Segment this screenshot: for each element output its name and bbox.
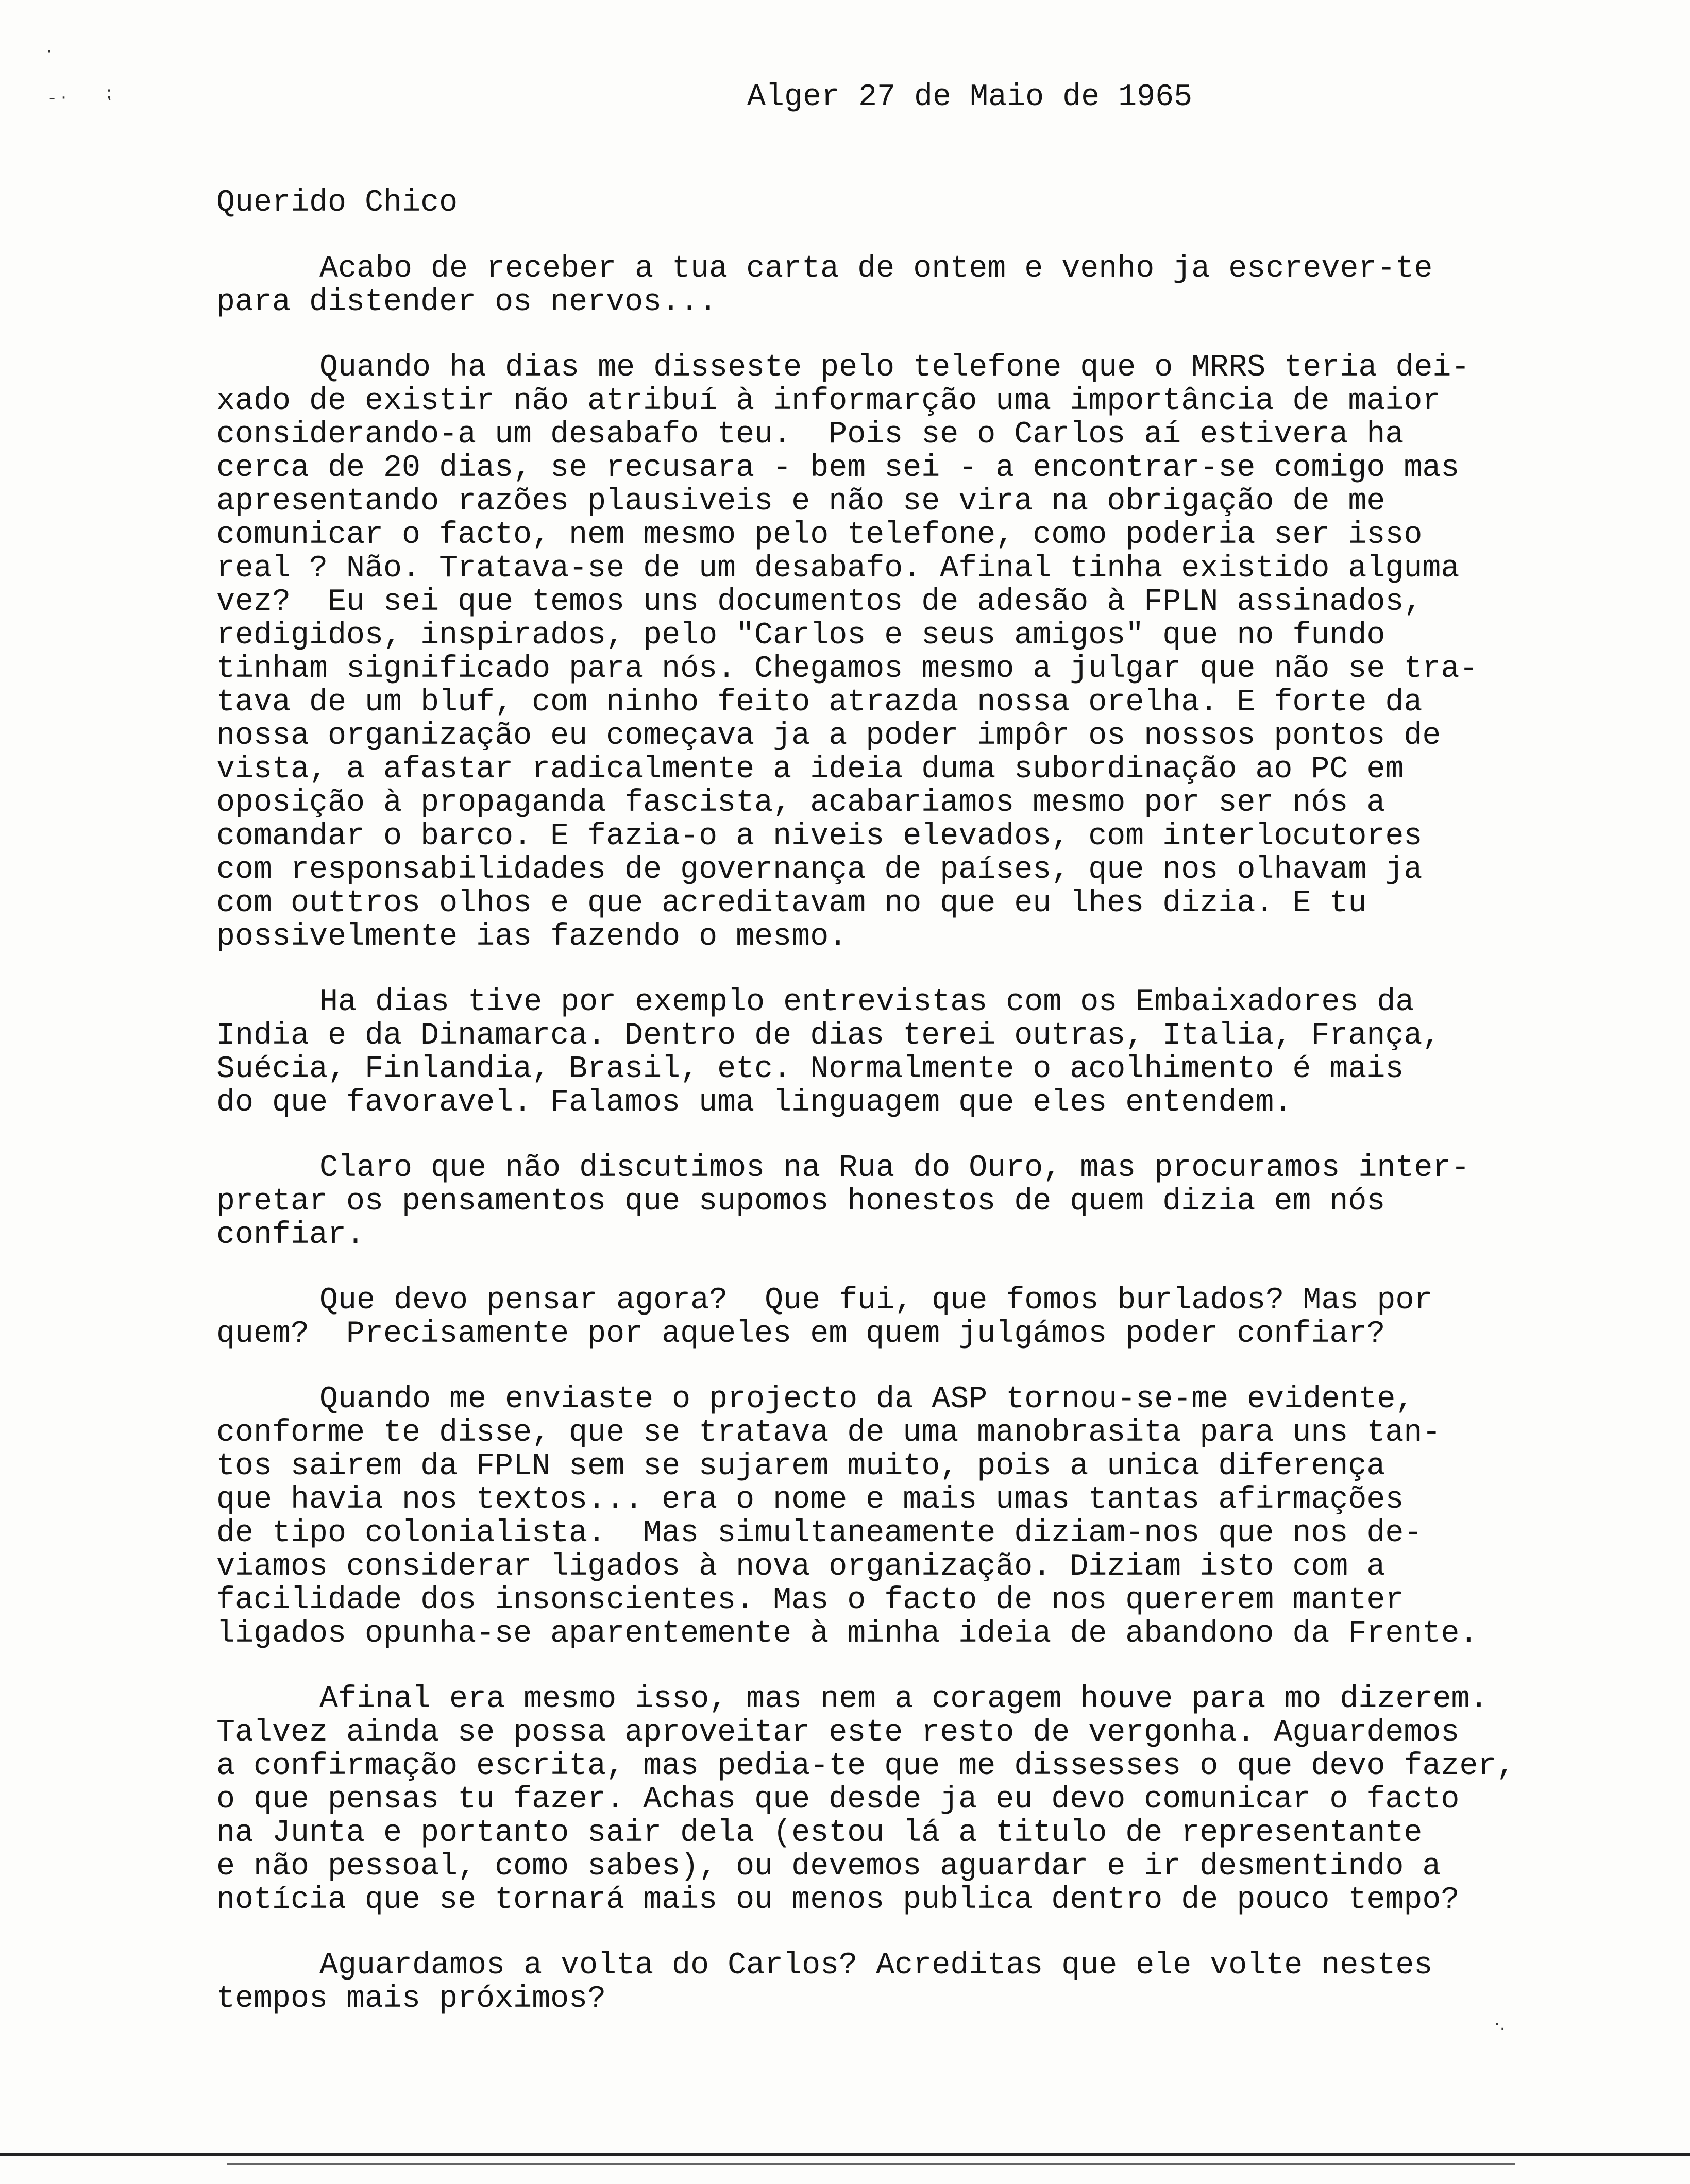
paragraph-4 (216, 1152, 1628, 1252)
text-line: confiar. (216, 1218, 365, 1253)
text-line: cerca de 20 dias, se recusara - bem sei - a encontrar-se comigo mas (216, 451, 1460, 486)
margin-speck: · (46, 41, 52, 62)
text-line: apresentando razões plausiveis e não se vira na obrigação de me (216, 484, 1385, 519)
margin-speck: - · (49, 88, 66, 108)
text-line: e não pessoal, como sabes), ou devemos aguardar e ir desmentindo a (216, 1849, 1441, 1884)
text-line: comunicar o facto, nem mesmo pelo telefone, como poderia ser isso (216, 518, 1423, 553)
paragraph-1 (216, 252, 1628, 319)
letter-body (216, 252, 1628, 2048)
text-line: conforme te disse, que se tratava de uma manobrasita para uns tan- (216, 1415, 1441, 1451)
text-line: tos sairem da FPLN sem se sujarem muito, pois a unica diferença (216, 1449, 1385, 1484)
text-line: oposição à propaganda fascista, acabariamos mesmo por ser nós a (216, 786, 1385, 821)
text-line: vista, a afastar radicalmente a ideia duma subordinação ao PC em (216, 752, 1404, 787)
text-line: o que pensas tu fazer. Achas que desde ja eu devo comunicar o facto (216, 1782, 1460, 1817)
text-line: para distender os nervos... (216, 285, 718, 320)
text-line: com responsabilidades de governança de países, que nos olhavam ja (216, 852, 1423, 888)
text-line: comandar o barco. E fazia-o a niveis elevados, com interlocutores (216, 819, 1423, 854)
text-line: do que favoravel. Falamos uma linguagem que eles entendem. (216, 1085, 1293, 1120)
margin-speck: ⁏ (106, 82, 112, 103)
letter-dateline: Alger 27 de Maio de 1965 (747, 80, 1193, 115)
text-line: real ? Não. Tratava-se de um desabafo. Afinal tinha existido alguma (216, 551, 1460, 586)
text-line: Talvez ainda se possa aproveitar este resto de vergonha. Aguardemos (216, 1715, 1460, 1750)
text-line: vez? Eu sei que temos uns documentos de adesão à FPLN assinados, (216, 585, 1423, 620)
text-line: Quando me enviaste o projecto da ASP tornou-se-me evidente, (319, 1382, 1414, 1417)
text-line: Acabo de receber a tua carta de ontem e venho ja escrever-te (319, 251, 1433, 286)
text-line: com outtros olhos e que acreditavam no que eu lhes dizia. E tu (216, 886, 1367, 921)
text-line: de tipo colonialista. Mas simultaneamente diziam-nos que nos de- (216, 1516, 1423, 1551)
paragraph-7 (216, 1683, 1628, 1917)
text-line: que havia nos textos... era o nome e mais umas tantas afirmações (216, 1482, 1404, 1517)
paragraph-6 (216, 1383, 1628, 1651)
text-line: viamos considerar ligados à nova organização. Diziam isto com a (216, 1549, 1385, 1584)
text-line: notícia que se tornará mais ou menos publica dentro de pouco tempo? (216, 1883, 1460, 1918)
text-line: ligados opunha-se aparentemente à minha ideia de abandono da Frente. (216, 1616, 1478, 1651)
text-line: Que devo pensar agora? Que fui, que fomos burlados? Mas por (319, 1283, 1433, 1318)
text-line: Suécia, Finlandia, Brasil, etc. Normalmente o acolhimento é mais (216, 1052, 1404, 1087)
text-line: tempos mais próximos? (216, 1982, 606, 2017)
text-line: redigidos, inspirados, pelo "Carlos e seus amigos" que no fundo (216, 618, 1385, 653)
text-line: Ha dias tive por exemplo entrevistas com os Embaixadores da (319, 985, 1414, 1020)
text-line: pretar os pensamentos que supomos honestos de quem dizia em nós (216, 1184, 1385, 1219)
text-line: Quando ha dias me disseste pelo telefone que o MRRS teria dei- (319, 350, 1470, 385)
text-line: possivelmente ias fazendo o mesmo. (216, 919, 848, 954)
margin-speck: ·. (1494, 2014, 1506, 2035)
letter-salutation: Querido Chico (216, 185, 458, 220)
text-line: facilidade dos insonscientes. Mas o facto de nos quererem manter (216, 1583, 1404, 1618)
text-line: tinham significado para nós. Chegamos mesmo a julgar que não se tra- (216, 652, 1478, 687)
text-line: a confirmação escrita, mas pedia-te que me dissesses o que devo fazer, (216, 1749, 1515, 1784)
text-line: quem? Precisamente por aqueles em quem julgámos poder confiar? (216, 1317, 1385, 1352)
paragraph-2 (216, 351, 1628, 954)
paragraph-8 (216, 1949, 1628, 2016)
text-line: tava de um bluf, com ninho feito atrazda nossa orelha. E forte da (216, 685, 1423, 720)
page-bottom-edge (0, 2153, 1690, 2156)
text-line: na Junta e portanto sair dela (estou lá a titulo de representante (216, 1816, 1423, 1851)
text-line: India e da Dinamarca. Dentro de dias terei outras, Italia, França, (216, 1018, 1441, 1053)
paragraph-3 (216, 986, 1628, 1120)
text-line: nossa organização eu começava ja a poder impôr os nossos pontos de (216, 719, 1441, 754)
page-bottom-shadow (227, 2163, 1515, 2165)
text-line: Claro que não discutimos na Rua do Ouro, mas procuramos inter- (319, 1151, 1470, 1186)
text-line: considerando-a um desabafo teu. Pois se o Carlos aí estivera ha (216, 417, 1404, 452)
text-line: Aguardamos a volta do Carlos? Acreditas que ele volte nestes (319, 1948, 1433, 1983)
paragraph-5 (216, 1284, 1628, 1351)
text-line: xado de existir não atribuí à informarção uma importância de maior (216, 384, 1441, 419)
text-line: Afinal era mesmo isso, mas nem a coragem houve para mo dizerem. (319, 1682, 1489, 1717)
